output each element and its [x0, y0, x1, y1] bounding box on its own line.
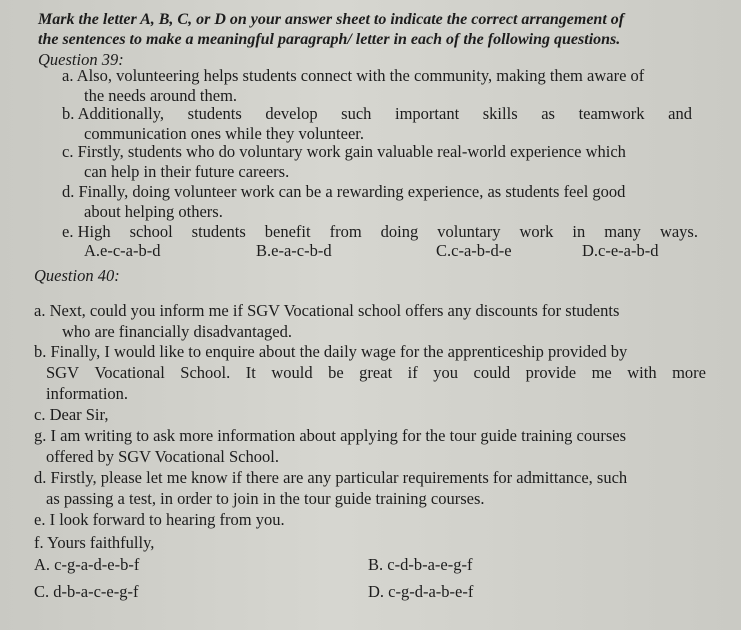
- q40-sentence-c: c. Dear Sir,: [34, 405, 109, 424]
- q39-sentence-b: b. Additionally, students develop such important skills as teamwork and: [62, 104, 692, 123]
- q39-sentence-d-cont: about helping others.: [84, 202, 223, 221]
- q40-sentence-b-cont-2: information.: [46, 384, 129, 403]
- q40-sentence-b: b. Finally, I would like to enquire about the daily wage for the apprenticeship provided by: [34, 342, 628, 361]
- q40-sentence-f: f. Yours faithfully,: [34, 533, 155, 552]
- q40-sentence-d-cont: as passing a test, in order to join in the tour guide training courses.: [46, 489, 485, 508]
- q40-option-a[interactable]: A. c-g-a-d-e-b-f: [34, 555, 140, 574]
- question-39-title: Question 39:: [38, 50, 124, 69]
- q40-sentence-e: e. I look forward to hearing from you.: [34, 510, 285, 529]
- q40-option-c[interactable]: C. d-b-a-c-e-g-f: [34, 582, 139, 601]
- q39-sentence-d: d. Finally, doing volunteer work can be a rewarding experience, as students feel good: [62, 182, 626, 201]
- q40-sentence-a-cont: who are financially disadvantaged.: [62, 322, 292, 341]
- q40-sentence-d: d. Firstly, please let me know if there are any particular requirements for admittance, such: [34, 468, 628, 487]
- q40-option-b[interactable]: B. c-d-b-a-e-g-f: [368, 555, 473, 574]
- q39-sentence-c: c. Firstly, students who do voluntary work gain valuable real-world experience which: [62, 142, 626, 161]
- question-40-title: Question 40:: [34, 266, 120, 285]
- q39-option-b[interactable]: B.e-a-c-b-d: [256, 241, 332, 260]
- q39-sentence-b-cont: communication ones while they volunteer.: [84, 124, 364, 143]
- q39-option-d[interactable]: D.c-e-a-b-d: [582, 241, 659, 260]
- instruction-line-1: Mark the letter A, B, C, or D on your answer sheet to indicate the correct arrangement of: [38, 11, 625, 28]
- q39-sentence-a: a. Also, volunteering helps students connect with the community, making them aware of: [62, 66, 645, 85]
- q39-sentence-c-cont: can help in their future careers.: [84, 162, 290, 181]
- q40-option-d[interactable]: D. c-g-d-a-b-e-f: [368, 582, 474, 601]
- q39-option-c[interactable]: C.c-a-b-d-e: [436, 241, 512, 260]
- q40-sentence-g: g. I am writing to ask more information about applying for the tour guide training courses: [34, 426, 627, 445]
- instruction-line-2: the sentences to make a meaningful paragraph/ letter in each of the following questions.: [38, 31, 621, 48]
- q40-sentence-g-cont: offered by SGV Vocational School.: [46, 447, 279, 466]
- q40-sentence-b-cont: SGV Vocational School. It would be great if you could provide me with more: [46, 363, 706, 382]
- q39-sentence-a-cont: the needs around them.: [84, 86, 238, 105]
- q39-sentence-e: e. High school students benefit from doing voluntary work in many ways.: [62, 222, 698, 241]
- q40-sentence-a: a. Next, could you inform me if SGV Vocational school offers any discounts for students: [34, 301, 620, 320]
- q39-option-a[interactable]: A.e-c-a-b-d: [84, 241, 161, 260]
